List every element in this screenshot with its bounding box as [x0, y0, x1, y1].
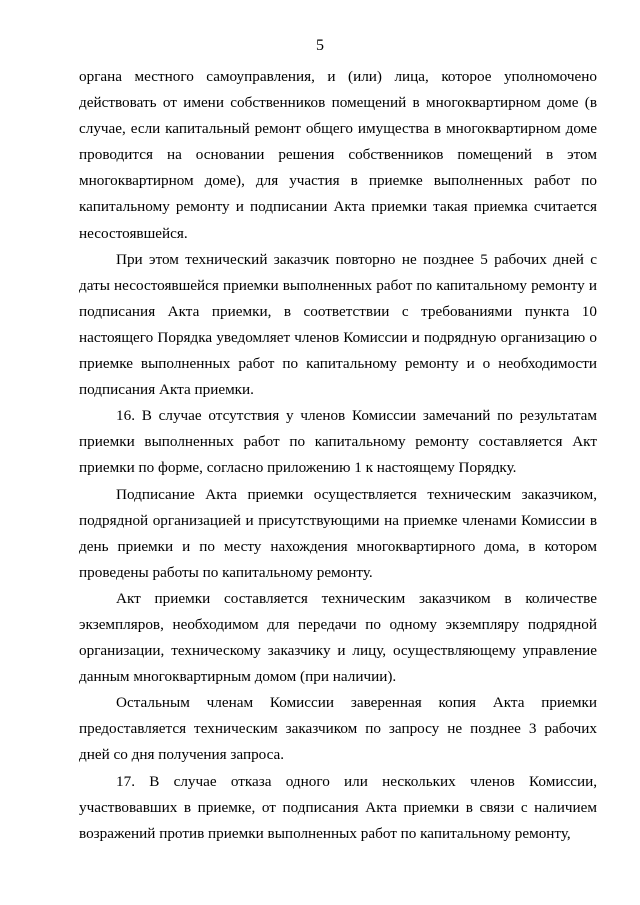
paragraph-repeat-notice: При этом технический заказчик повторно не позднее 5 рабочих дней с даты несостоявшейся приемки выполненных работ по капитальному ремонту и подписания Акта приемки, в соответствии с требованиями пункта 10 настоящего Порядка уведомляет членов Комиссии и подрядную организацию о приемке выполненных работ по капитальному ремонту и о необходимости подписания Акта приемки.: [79, 250, 597, 399]
paragraph-copies: Акт приемки составляется техническим заказчиком в количестве экземпляров, необходимом для передачи по одному экземпляру подрядной организации, техническому заказчику и лицу, осуществляющему управление данным многоквартирным домом (при наличии).: [79, 589, 597, 686]
page-number: 5: [316, 37, 324, 54]
paragraph-certified-copy: Остальным членам Комиссии заверенная копия Акта приемки предоставляется техническим заказчиком по запросу не позднее 3 рабочих дней со дня получения запроса.: [79, 694, 597, 764]
paragraph-continuation: органа местного самоуправления, и (или) лица, которое уполномочено действовать от имени собственников помещений в многоквартирном доме (в случае, если капитальный ремонт общего имущества в многоквартирном доме проводится на основании решения собственников помещений в этом многоквартирном доме), для участия в приемке выполненных работ по капитальному ремонту и подписании Акта приемки такая приемка считается несостоявшейся.: [79, 68, 597, 242]
document-body: [79, 64, 597, 847]
paragraph-item-16: 16. В случае отсутствия у членов Комиссии замечаний по результатам приемки выполненных работ по капитальному ремонту составляется Акт приемки по форме, согласно приложению 1 к настоящему Порядку.: [79, 407, 597, 477]
paragraph-item-17: 17. В случае отказа одного или нескольких членов Комиссии, участвовавших в приемке, от подписания Акта приемки в связи с наличием возражений против приемки выполненных работ по капитальному ремонту,: [79, 772, 597, 842]
paragraph-signing: Подписание Акта приемки осуществляется техническим заказчиком, подрядной организацией и присутствующими на приемке членами Комиссии в день приемки и по месту нахождения многоквартирного дома, в котором проведены работы по капитальному ремонту.: [79, 485, 597, 581]
